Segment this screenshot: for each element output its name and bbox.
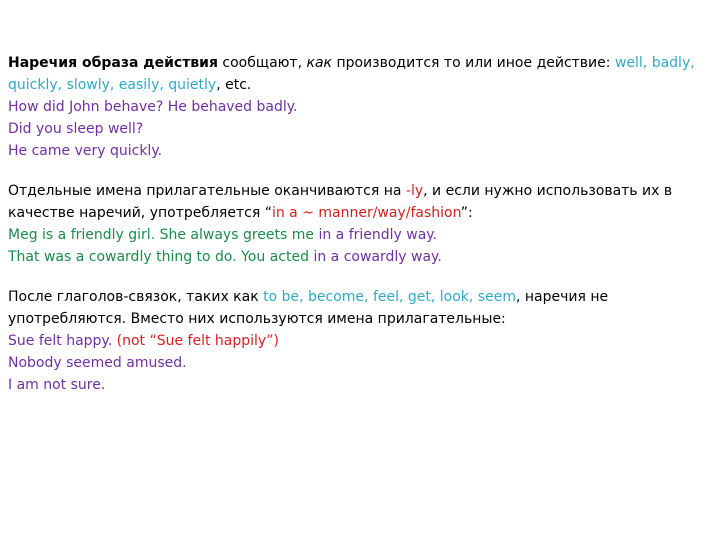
example-text: . xyxy=(100,377,106,393)
example-adjective: happy xyxy=(66,333,108,349)
rule-text: После глаголов-связок, таких как xyxy=(8,289,264,305)
example-sentence xyxy=(8,96,708,118)
example-text: girl. She always greets me xyxy=(123,227,319,243)
rule-text: , и если нужно использовать их в качестве наречий, употребляется “ xyxy=(8,183,673,221)
example-adverb: well xyxy=(107,121,136,137)
example-adverb: quickly xyxy=(109,143,158,159)
example-adjective: amused xyxy=(126,355,183,371)
example-sentence xyxy=(8,118,708,140)
manner-pattern: in a ~ manner/way/fashion xyxy=(271,205,461,221)
example-sentence xyxy=(8,246,708,268)
linking-verbs-list: to be, become, feel, get, look, seem xyxy=(263,289,516,305)
definition-text: сообщают, xyxy=(217,55,307,71)
example-text: He came very xyxy=(8,143,110,159)
example-sentence xyxy=(8,352,708,374)
example-adjective: cowardly xyxy=(88,249,152,265)
example-text: ? xyxy=(135,121,144,137)
rule-text: , наречия не употребляются. Вместо них используются имена прилагательные: xyxy=(8,289,609,327)
linking-verbs-section xyxy=(8,286,708,396)
example-text: . xyxy=(293,99,298,115)
example-text: Meg is a xyxy=(8,227,71,243)
example-text: thing to do. You acted xyxy=(151,249,314,265)
example-phrase: in a cowardly way xyxy=(313,249,438,265)
slide-content xyxy=(8,52,708,406)
example-text: . xyxy=(107,333,117,349)
example-text: I am not xyxy=(8,377,71,393)
incorrect-usage-note: (not “Sue felt happily”) xyxy=(116,333,279,349)
example-sentence xyxy=(8,374,708,396)
example-text: . xyxy=(182,355,187,371)
example-text: Nobody seemed xyxy=(8,355,127,371)
example-sentence xyxy=(8,224,708,246)
example-text: How did John behave? He behaved xyxy=(8,99,257,115)
example-adjective: friendly xyxy=(70,227,124,243)
rule-text: Отдельные имена прилагательные оканчиваются на xyxy=(8,183,406,199)
ly-adjectives-section xyxy=(8,180,708,268)
term-manner-adverbs: Наречия образа действия xyxy=(8,55,218,71)
adverb-examples-list: well, badly, quickly, slowly, easily, quietly xyxy=(8,55,695,93)
manner-adverbs-definition xyxy=(8,52,708,96)
example-adjective: sure xyxy=(70,377,101,393)
example-sentence xyxy=(8,140,708,162)
definition-text: производится то или иное действие: xyxy=(332,55,615,71)
definition-text: , etc. xyxy=(216,77,252,93)
example-text: That was a xyxy=(8,249,89,265)
example-text: Sue felt xyxy=(8,333,67,349)
ly-adjectives-rule xyxy=(8,180,708,224)
ly-suffix: -ly xyxy=(405,183,424,199)
example-text: . xyxy=(432,227,438,243)
linking-verbs-rule xyxy=(8,286,708,330)
rule-text: ”: xyxy=(460,205,473,221)
manner-adverbs-section xyxy=(8,52,708,162)
example-sentence xyxy=(8,330,708,352)
example-adverb: badly xyxy=(256,99,294,115)
example-text: . xyxy=(157,143,163,159)
example-text: Did you sleep xyxy=(8,121,108,137)
example-phrase: in a friendly way xyxy=(318,227,433,243)
keyword-how: как xyxy=(306,55,332,71)
example-text: . xyxy=(437,249,442,265)
